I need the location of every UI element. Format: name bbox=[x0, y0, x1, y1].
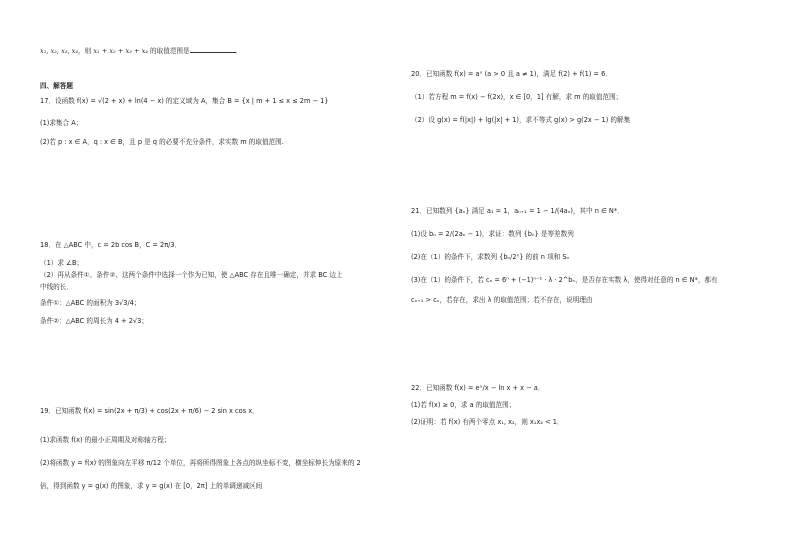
q21-part2: (2)在（1）的条件下，求数列 {bₙ/2ⁿ} 的前 n 项和 Sₙ bbox=[411, 253, 570, 261]
q19-part2-line1: (2)将函数 y = f(x) 的图象向左平移 π/12 个单位，再将所得图象上各点的纵坐标不变，横坐标伸长为原来的 2 bbox=[40, 459, 361, 467]
q20-part2: （2）设 g(x) = f(|x|) + lg(|x| + 1)，求不等式 g(x) > g(2x − 1) 的解集 bbox=[411, 116, 631, 124]
q19-stem: 19．已知函数 f(x) = sin(2x + π/3) + cos(2x + π/6) − 2 sin x cos x． bbox=[40, 407, 259, 415]
q17-part1: (1)求集合 A； bbox=[40, 119, 83, 127]
q18-part2-line2: 中线的长． bbox=[40, 283, 73, 291]
q18-stem: 18．在 △ABC 中，c = 2b cos B，C = 2π/3． bbox=[40, 241, 182, 249]
q20-stem: 20．已知函数 f(x) = aˣ (a > 0 且 a ≠ 1)，满足 f(2) + f(1) = 6． bbox=[411, 70, 612, 78]
q21-part3-line1: (3)在（1）的条件下，若 cₙ = 6ⁿ + (−1)ⁿ⁻¹ · λ · 2^bₙ，是否存在实数 λ，使得对任意的 n ∈ N*，都有 bbox=[411, 276, 718, 284]
q18-part2-line1: （2）再从条件①、条件②、这两个条件中选择一个作为已知，使 △ABC 存在且唯一确定，并求 BC 边上 bbox=[40, 271, 343, 279]
q21-part3-line2: cₙ₊₁ > cₙ，若存在，求出 λ 的取值范围；若不存在，说明理由 bbox=[411, 296, 593, 304]
q16-suffix: 的取值范围是 bbox=[147, 47, 190, 55]
answer-blank[interactable] bbox=[190, 46, 236, 53]
q20-part1: （1）若方程 m = f(x) − f(2x)，x ∈ [0，1] 有解，求 m 的取值范围； bbox=[411, 93, 623, 101]
q22-stem: 22．已知函数 f(x) = eˣ/x − ln x + x − a． bbox=[411, 384, 545, 392]
left-column bbox=[40, 0, 385, 549]
q18-part1: （1）求 ∠B； bbox=[40, 259, 84, 267]
q18-condition2: 条件②：△ABC 的周长为 4 + 2√3； bbox=[40, 317, 148, 325]
right-column bbox=[411, 0, 756, 549]
q16-tail bbox=[40, 46, 242, 56]
q22-part1: (1)若 f(x) ≥ 0，求 a 的取值范围； bbox=[411, 401, 516, 409]
q19-part1: (1)求函数 f(x) 的最小正周期及对称轴方程； bbox=[40, 436, 171, 444]
q22-part2: (2)证明：若 f(x) 有两个零点 x₁, x₂，则 x₁x₂ < 1． bbox=[411, 418, 564, 426]
q19-part2-line2: 倍，得到函数 y = g(x) 的图象，求 y = g(x) 在 [0，2π] 上的单调递减区间 bbox=[40, 482, 263, 490]
q16-sum: x₁ + x₂ + x₃ + x₄ bbox=[93, 47, 148, 55]
q17-stem: 17．设函数 f(x) = √(2 + x) + ln(4 − x) 的定义域为 A，集合 B = {x | m + 1 ≤ x ≤ 2m − 1} bbox=[40, 97, 329, 105]
q17-part2: (2)若 p : x ∈ A，q : x ∈ B，且 p 是 q 的必要不充分条件，求实数 m 的取值范围. bbox=[40, 138, 284, 146]
q18-condition1: 条件①：△ABC 的面积为 3√3/4； bbox=[40, 299, 141, 307]
q21-stem: 21．已知数列 {aₙ} 满足 a₁ = 1，aₙ₊₁ = 1 − 1/(4aₙ)，其中 n ∈ N*． bbox=[411, 207, 624, 215]
q16-mid: ，则 bbox=[78, 47, 94, 55]
section-heading: 四、解答题 bbox=[40, 82, 73, 90]
q16-end: ． bbox=[235, 47, 243, 55]
q21-part1: (1)设 bₙ = 2/(2aₙ − 1)，求证：数列 {bₙ} 是等差数列 bbox=[411, 230, 574, 238]
q16-vars: x₁, x₂, x₃, x₄ bbox=[40, 47, 79, 55]
